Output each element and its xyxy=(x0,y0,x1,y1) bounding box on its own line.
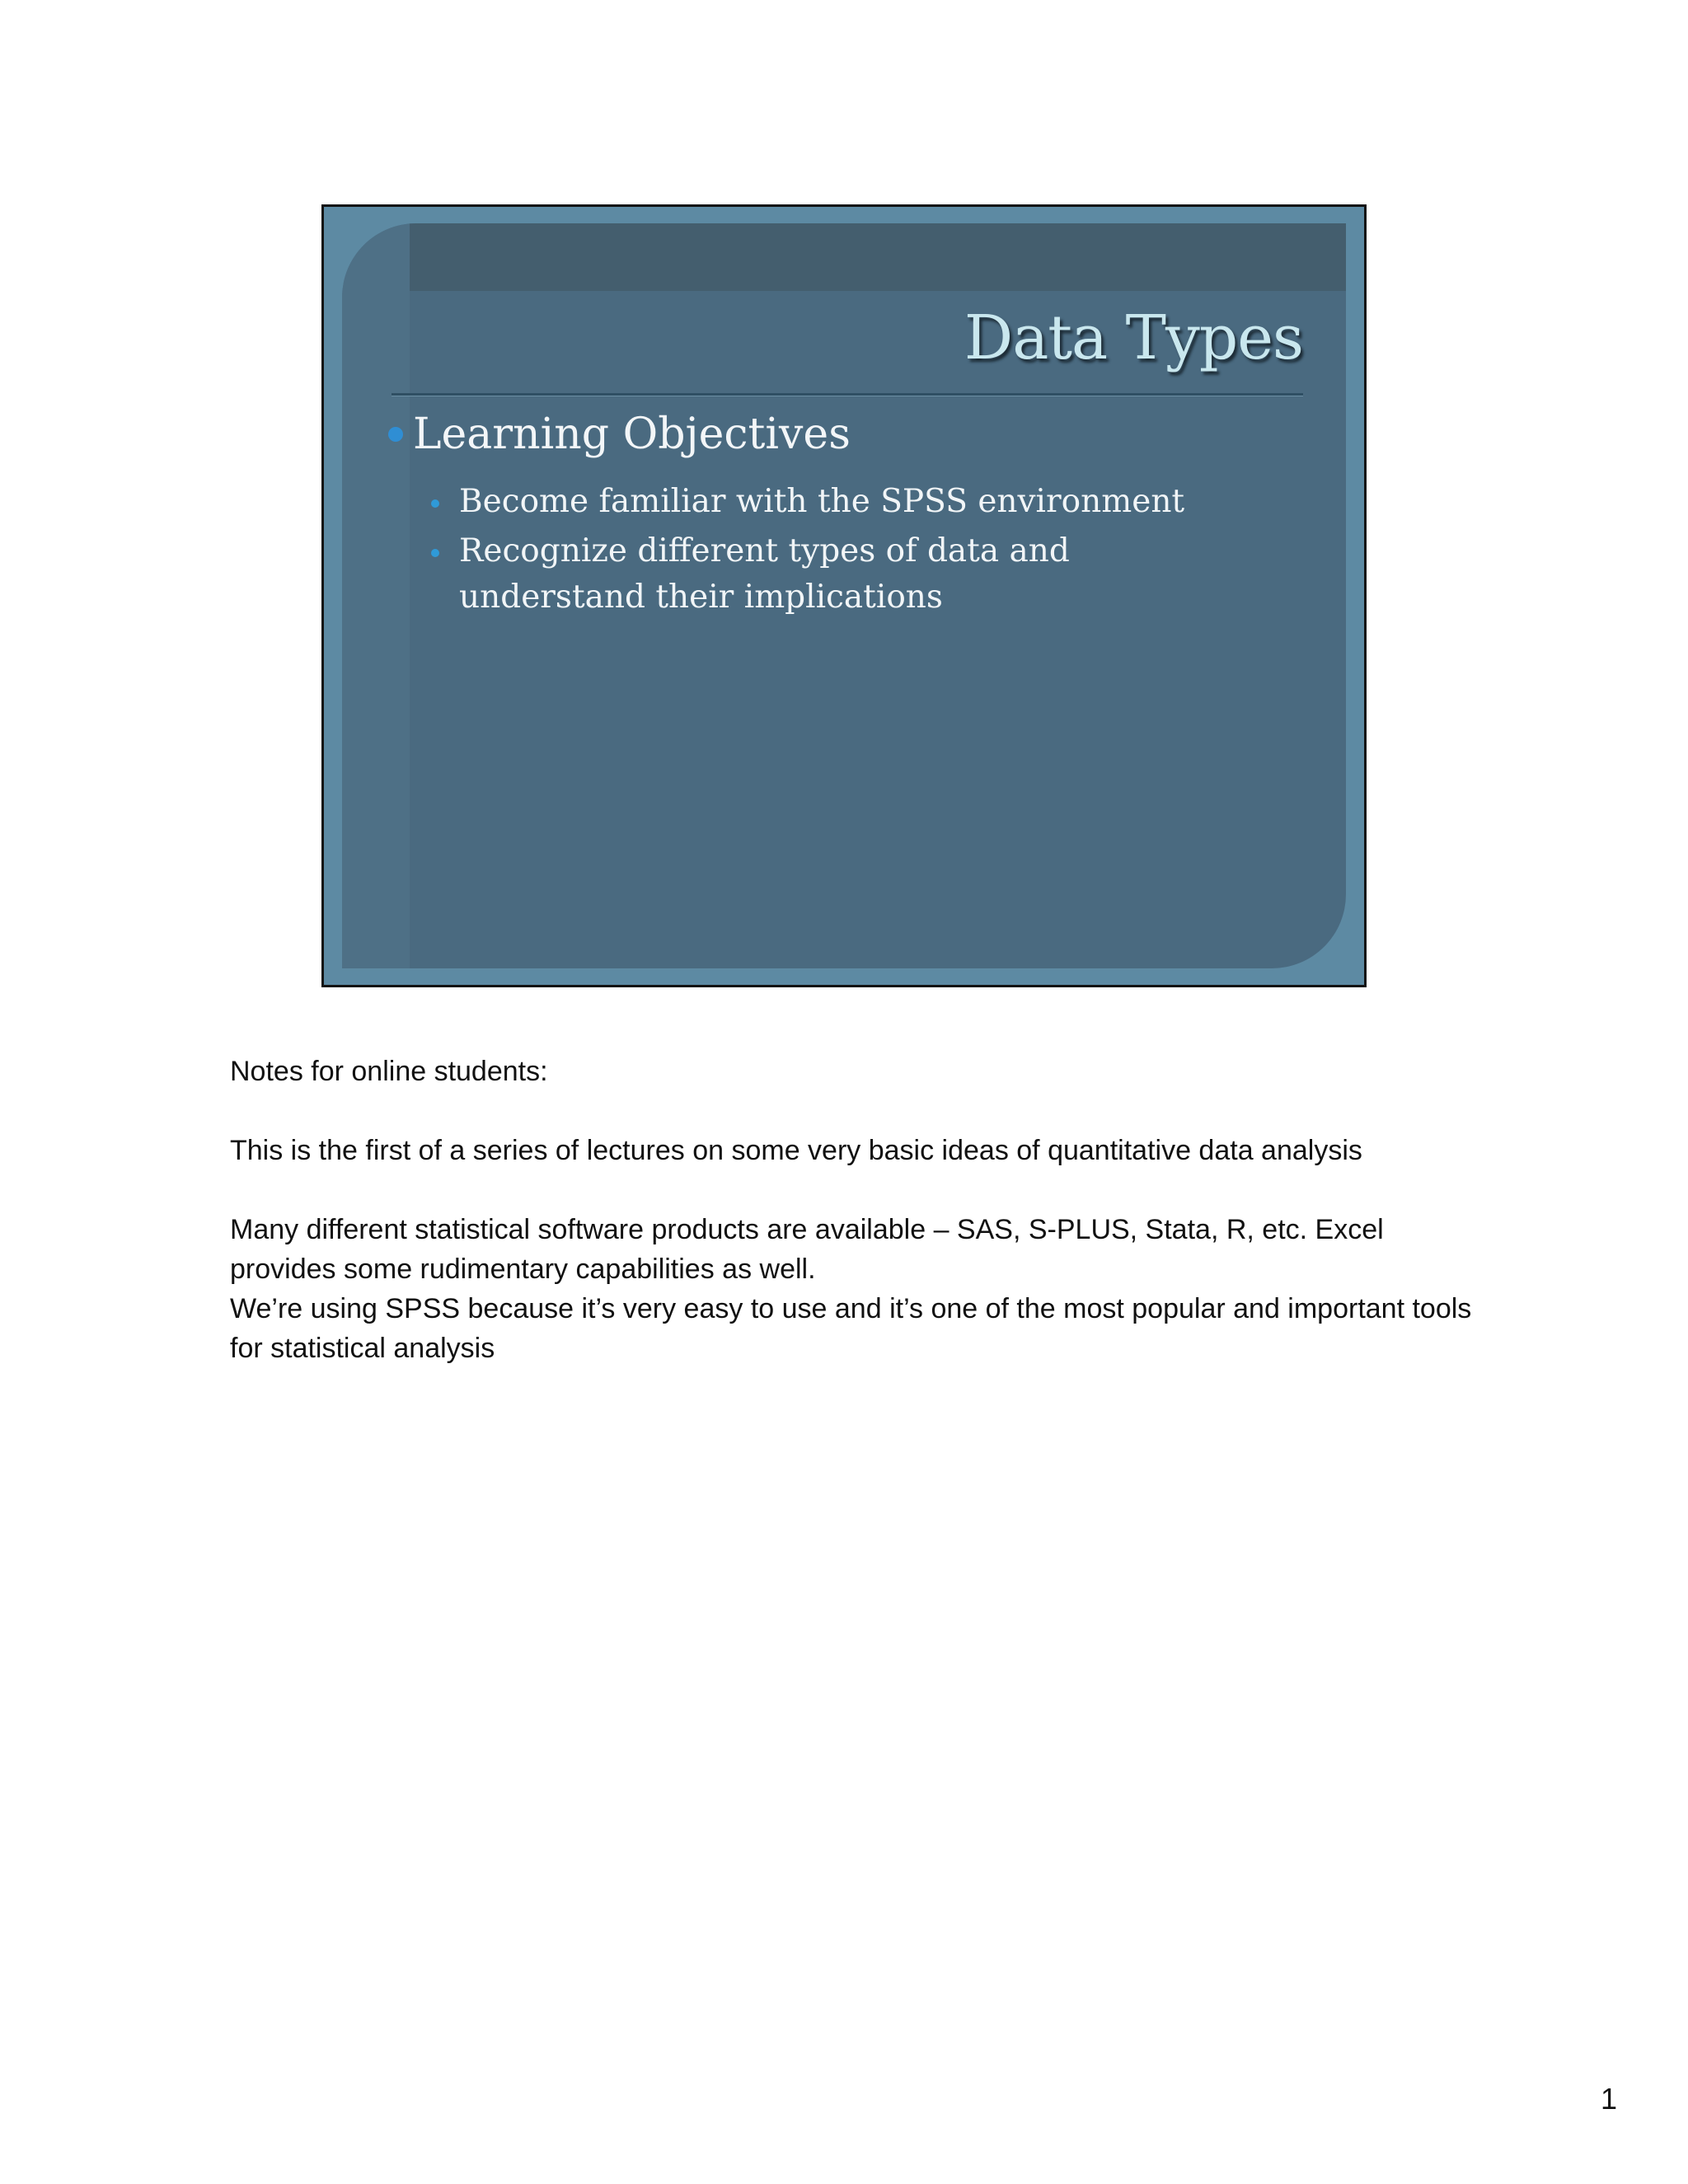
slide-title-divider xyxy=(392,393,1303,396)
slide-title: Data Types xyxy=(964,302,1303,373)
learning-objectives-label: Learning Objectives xyxy=(413,410,851,459)
objective-text: Recognize different types of data and understand their implications xyxy=(459,532,1070,616)
objective-text: Become familiar with the SPSS environment xyxy=(459,483,1185,520)
speaker-notes xyxy=(230,1052,1483,1368)
page-number: 1 xyxy=(1600,2082,1617,2116)
notes-heading: Notes for online students: xyxy=(230,1056,548,1087)
bullet-icon xyxy=(388,427,403,442)
slide-image xyxy=(321,204,1367,987)
learning-objectives-heading xyxy=(388,410,851,459)
notes-paragraph: This is the first of a series of lectures on some very basic ideas of quantitative data analysis xyxy=(230,1135,1362,1166)
notes-paragraph: Many different statistical software products are available – SAS, S-PLUS, Stata, R, etc. Excel provides some rudimentary capabilities as well. xyxy=(230,1214,1384,1285)
notes-spacer xyxy=(230,1091,1483,1131)
objective-item xyxy=(431,528,1255,621)
sub-bullet-icon xyxy=(431,549,439,557)
objective-item xyxy=(431,479,1255,525)
slide-background xyxy=(342,223,1346,968)
slide-left-band xyxy=(342,223,410,968)
notes-paragraph: We’re using SPSS because it’s very easy to use and it’s one of the most popular and important tools for statistical analysis xyxy=(230,1293,1472,1364)
notes-spacer xyxy=(230,1170,1483,1210)
objectives-list xyxy=(431,479,1255,624)
slide-top-band xyxy=(410,223,1346,291)
sub-bullet-icon xyxy=(431,499,439,508)
